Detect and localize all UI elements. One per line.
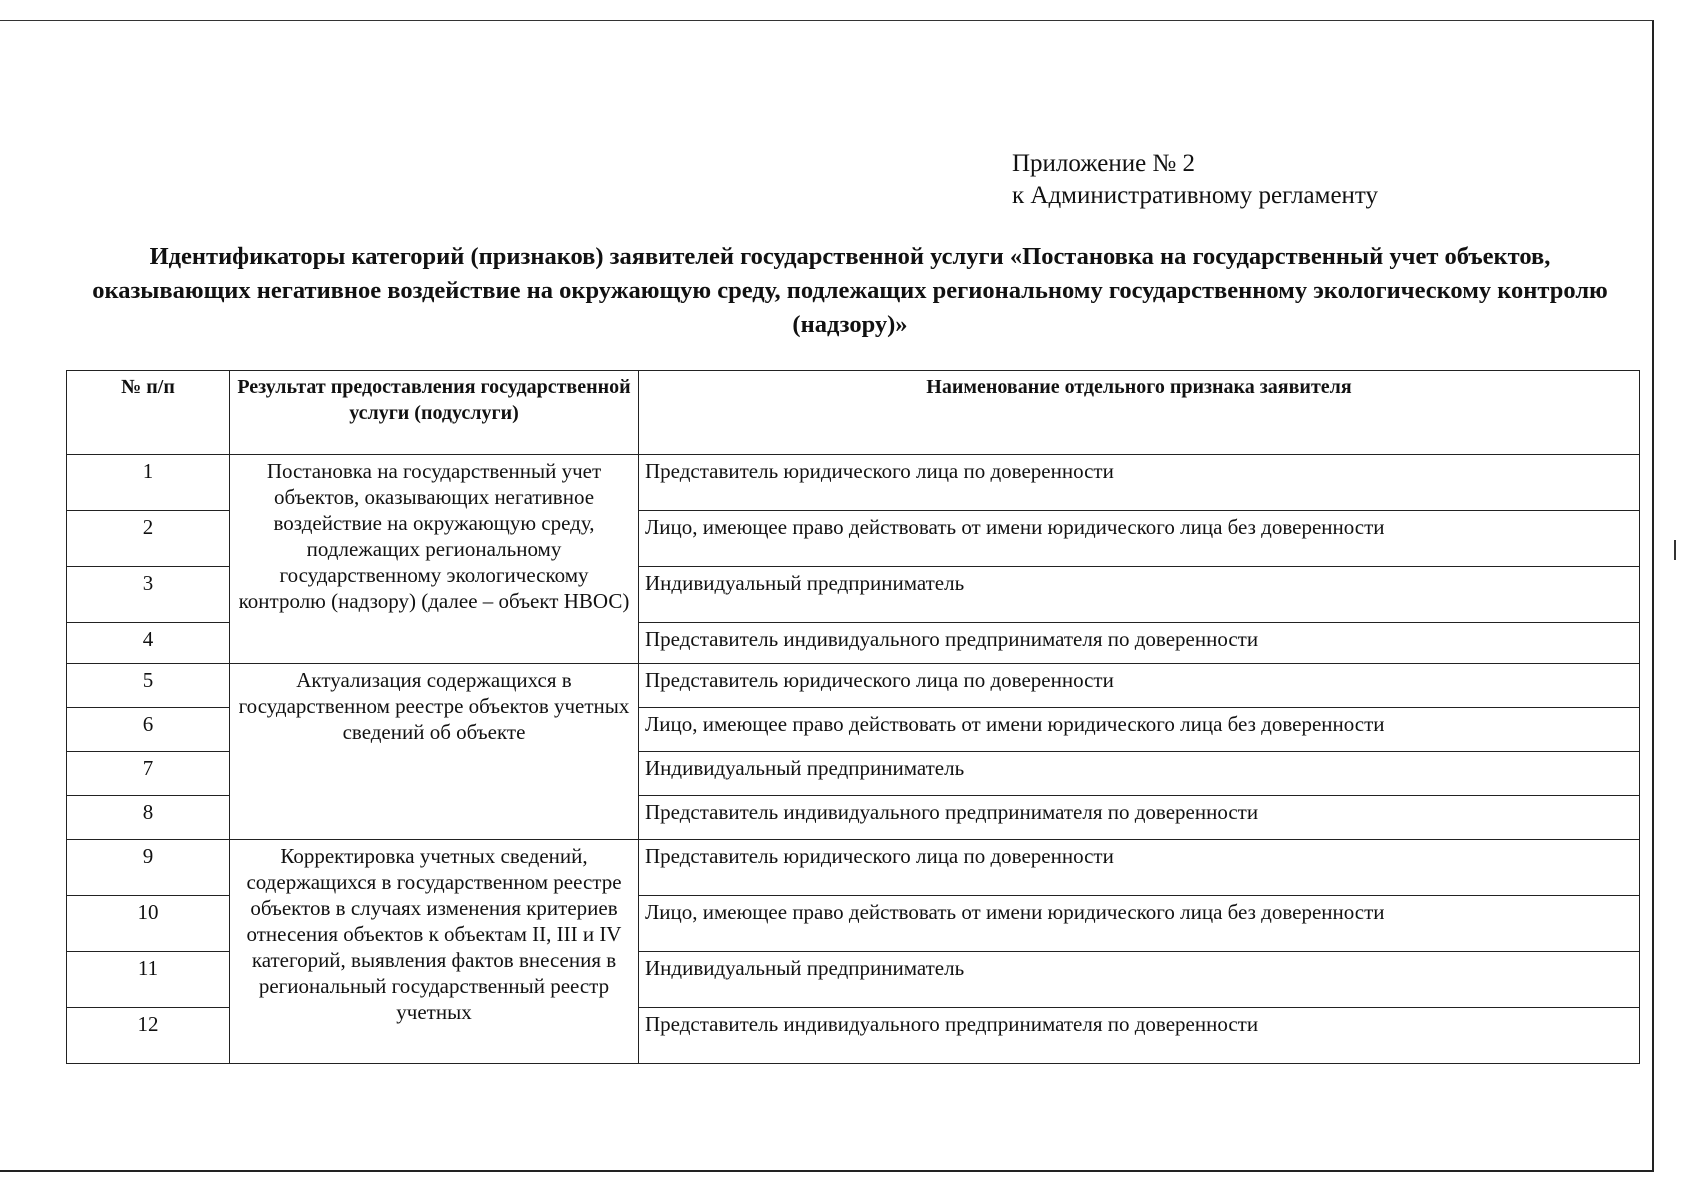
appendix-reference: к Административному регламенту	[1012, 182, 1379, 209]
service-result: Актуализация содержащихся в государственном реестре объектов учетных сведений об объекте	[230, 664, 639, 840]
row-number: 11	[67, 952, 230, 1008]
applicant-sign: Лицо, имеющее право действовать от имени юридического лица без доверенности	[639, 896, 1640, 952]
applicant-sign: Лицо, имеющее право действовать от имени юридического лица без доверенности	[639, 511, 1640, 567]
table-row	[67, 455, 1640, 511]
scan-mark	[1674, 540, 1676, 560]
row-number: 5	[67, 664, 230, 708]
applicant-sign: Индивидуальный предприниматель	[639, 952, 1640, 1008]
applicant-sign: Индивидуальный предприниматель	[639, 567, 1640, 623]
applicant-sign: Представитель индивидуального предпринимателя по доверенности	[639, 1008, 1640, 1064]
applicant-sign: Лицо, имеющее право действовать от имени юридического лица без доверенности	[639, 708, 1640, 752]
row-number: 12	[67, 1008, 230, 1064]
row-number: 3	[67, 567, 230, 623]
header-num: № п/п	[67, 371, 230, 455]
header-sign: Наименование отдельного признака заявителя	[639, 371, 1640, 455]
header-result: Результат предоставления государственной услуги (подуслуги)	[230, 371, 639, 455]
applicant-sign: Представитель юридического лица по доверенности	[639, 455, 1640, 511]
service-result: Постановка на государственный учет объектов, оказывающих негативное воздействие на окружающую среду, подлежащих региональному государственному экологическому контролю (надзору) (далее – объект НВОС)	[230, 455, 639, 664]
row-number: 6	[67, 708, 230, 752]
appendix-note	[1012, 148, 1378, 212]
applicant-categories-table	[66, 370, 1640, 1064]
row-number: 1	[67, 455, 230, 511]
applicant-sign: Индивидуальный предприниматель	[639, 752, 1640, 796]
service-result: Корректировка учетных сведений, содержащихся в государственном реестре объектов в случаях изменения критериев отнесения объектов к объектам II, III и IV категорий, выявления фактов внесения в региональный государственный реестр учетных	[230, 840, 639, 1064]
table-row	[67, 664, 1640, 708]
row-number: 9	[67, 840, 230, 896]
row-number: 7	[67, 752, 230, 796]
applicant-categories-table-wrap	[66, 370, 1639, 1064]
row-number: 4	[67, 623, 230, 664]
applicant-sign: Представитель юридического лица по доверенности	[639, 840, 1640, 896]
appendix-number: Приложение № 2	[1012, 150, 1196, 177]
row-number: 8	[67, 796, 230, 840]
applicant-sign: Представитель индивидуального предпринимателя по доверенности	[639, 796, 1640, 840]
table-header-row	[67, 371, 1640, 455]
applicant-sign: Представитель юридического лица по доверенности	[639, 664, 1640, 708]
applicant-sign: Представитель индивидуального предпринимателя по доверенности	[639, 623, 1640, 664]
document-title: Идентификаторы категорий (признаков) заявителей государственной услуги «Постановка на государственный учет объектов, оказывающих негативное воздействие на окружающую среду, подлежащих региональному государственному экологическому контролю (надзору)»	[92, 243, 1608, 338]
row-number: 10	[67, 896, 230, 952]
row-number: 2	[67, 511, 230, 567]
table-row	[67, 840, 1640, 896]
